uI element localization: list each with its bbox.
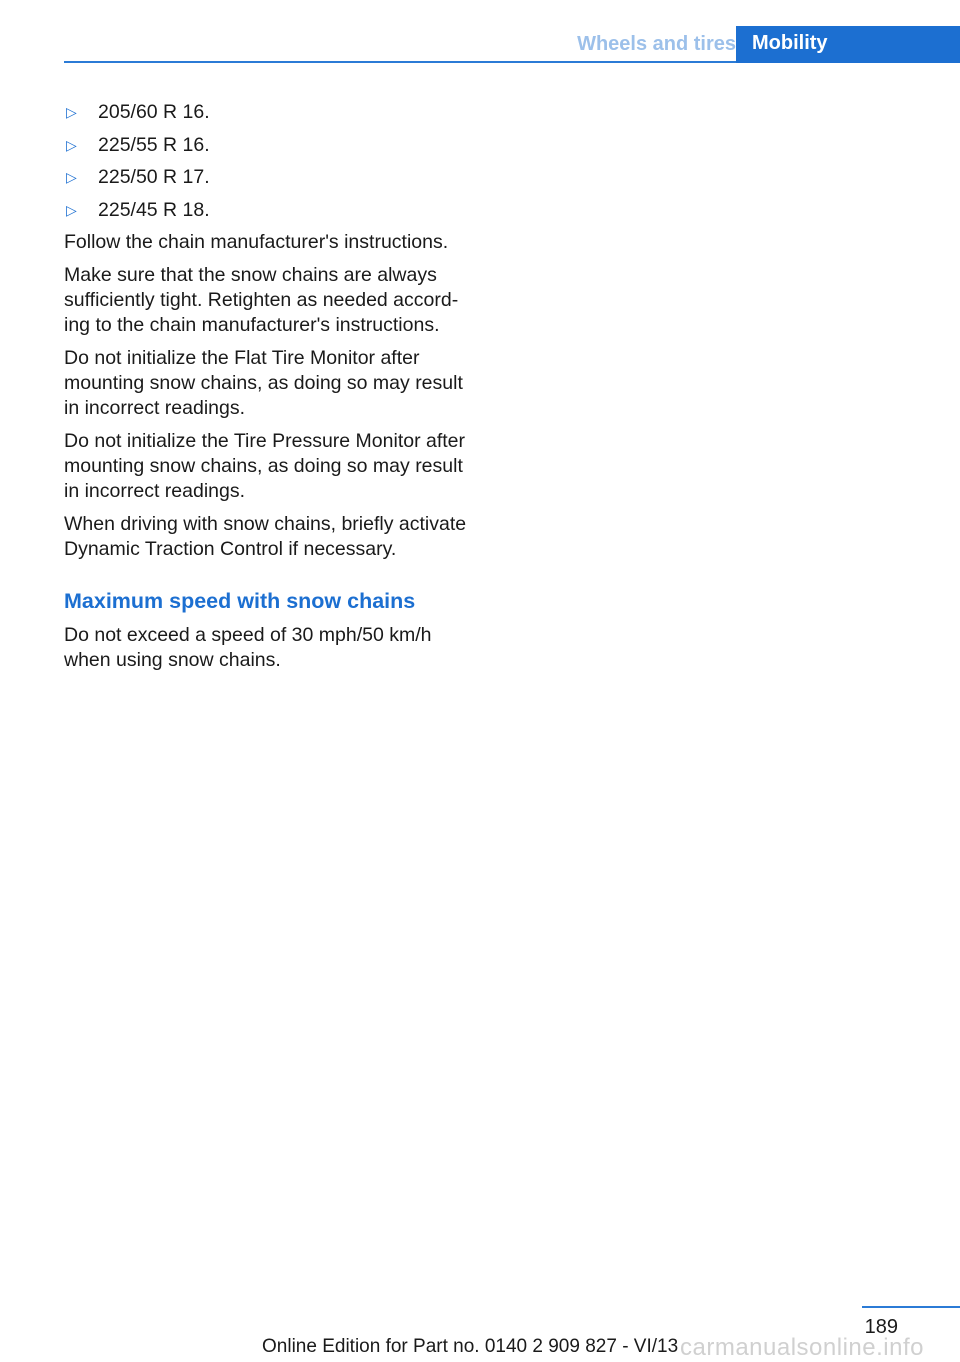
tire-size: 225/50 R 17.	[98, 166, 210, 188]
tire-size: 225/55 R 16.	[98, 133, 210, 156]
header-section-title: Wheels and tires	[577, 33, 736, 55]
watermark-text: carmanualsonline.info	[680, 1334, 924, 1361]
tire-size: 225/45 R 18.	[98, 198, 210, 221]
footer-edition-text: Online Edition for Part no. 0140 2 909 827 - VI/13	[262, 1336, 679, 1357]
triangle-bullet-icon: ▷	[66, 136, 77, 153]
paragraph-tire-pressure-monitor: Do not initialize the Tire Pressure Monitor after mounting snow chains, as doing so may result in incorrect readings.	[64, 430, 466, 502]
page-number: 189	[864, 1316, 898, 1338]
list-item	[64, 198, 482, 223]
triangle-bullet-icon: ▷	[66, 169, 77, 185]
tire-size: 205/60 R 16.	[98, 101, 210, 123]
list-item	[64, 100, 482, 125]
main-content	[64, 100, 482, 681]
triangle-bullet-icon: ▷	[66, 104, 77, 120]
footer-rule	[862, 1306, 960, 1308]
paragraph-chain-tightness: Make sure that the snow chains are always sufficiently tight. Retighten as needed accord‐ ing to the chain manufacturer's instructions.	[64, 264, 459, 336]
triangle-bullet-icon: ▷	[66, 201, 77, 218]
paragraph-flat-tire-monitor: Do not initialize the Flat Tire Monitor after mounting snow chains, as doing so may result in incorrect readings.	[64, 347, 463, 419]
paragraph-dynamic-traction-control: When driving with snow chains, briefly activate Dynamic Traction Control if necessary.	[64, 513, 467, 560]
header-chapter-tab: Mobility	[736, 26, 960, 63]
list-item	[64, 165, 482, 190]
paragraph-max-speed: Do not exceed a speed of 30 mph/50 km/h when using snow chains.	[64, 624, 432, 671]
list-item	[64, 133, 482, 158]
section-heading: Maximum speed with snow chains	[64, 589, 416, 613]
tire-size-list	[64, 100, 482, 223]
paragraph-follow-instructions: Follow the chain manufacturer's instructions.	[64, 231, 449, 253]
